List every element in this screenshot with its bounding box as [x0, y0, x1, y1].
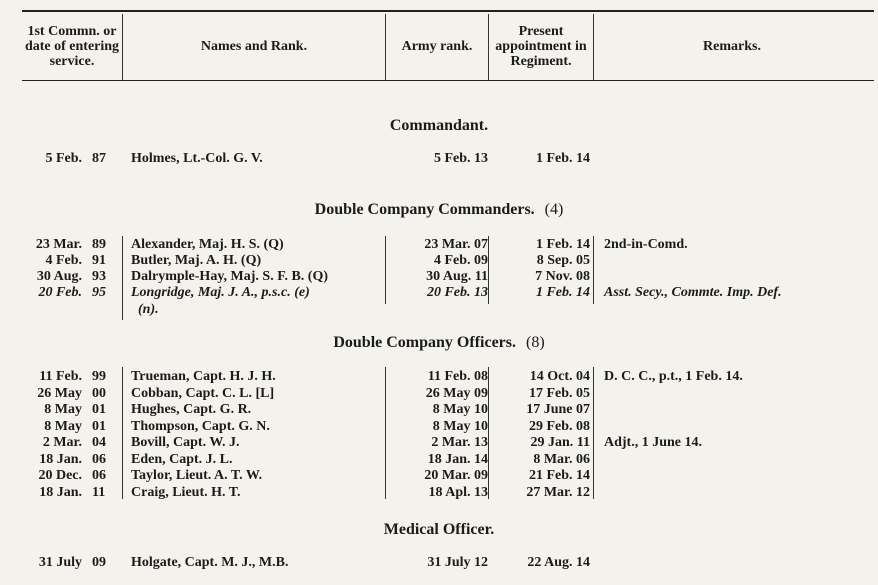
entry-name: Trueman, Capt. H. J. H. — [131, 369, 276, 384]
entry-year: 00 — [92, 385, 106, 401]
section-title-commanders — [0, 201, 878, 219]
entry-appointment: 21 Feb. 14 — [528, 468, 590, 483]
entry-appointment: 22 Aug. 14 — [527, 555, 590, 570]
entry-army-rank: 23 Mar. 07 — [424, 237, 488, 252]
section-title-text: Double Company Commanders. — [314, 201, 535, 218]
header-army-rank: Army rank. — [401, 38, 473, 54]
entry-name: Taylor, Lieut. A. T. W. — [131, 468, 263, 483]
entry-name: Alexander, Maj. H. S. (Q) — [131, 237, 284, 252]
header-remarks: Remarks. — [703, 38, 761, 54]
entry-year: 87 — [92, 151, 106, 166]
continuation-text: (n). — [138, 302, 159, 317]
entry-army-rank: 5 Feb. 13 — [433, 151, 488, 166]
entry-appointment: 29 Jan. 11 — [530, 435, 590, 450]
entry-year: 04 — [92, 435, 106, 450]
table-row — [0, 452, 878, 468]
section-count: (8) — [526, 334, 545, 351]
entry-date: 2 Mar. — [42, 435, 82, 450]
entry-army-rank: 8 May 10 — [432, 418, 488, 434]
header-commission-date: 1st Commn. or date of entering service. — [24, 23, 120, 69]
entry-appointment: 27 Mar. 12 — [526, 484, 590, 500]
table-row — [0, 468, 878, 484]
entry-date: 26 May — [37, 385, 82, 401]
entry-remarks: Adjt., 1 June 14. — [604, 435, 703, 450]
entry-remarks: D. C. C., p.t., 1 Feb. 14. — [604, 369, 743, 384]
table-row — [0, 419, 878, 435]
section-count: (4) — [544, 201, 564, 218]
table-row — [0, 485, 878, 501]
section-title-commandant — [0, 117, 878, 135]
entry-army-rank: 11 Feb. 08 — [427, 369, 488, 384]
entry-name: Butler, Maj. A. H. (Q) — [131, 253, 262, 268]
entry-appointment: 1 Feb. 14 — [535, 237, 590, 252]
table-row — [0, 435, 878, 451]
entry-army-rank: 4 Feb. 09 — [433, 253, 488, 268]
entry-army-rank: 26 May 09 — [425, 385, 488, 401]
entry-appointment: 29 Feb. 08 — [528, 418, 590, 434]
entry-year: 01 — [92, 418, 106, 434]
entry-name: Craig, Lieut. H. T. — [131, 484, 241, 500]
entry-year: 95 — [92, 285, 106, 300]
entry-year: 91 — [92, 253, 106, 268]
header-appointment: Present appointment in Regiment. — [495, 23, 587, 69]
entry-appointment: 1 Feb. 14 — [535, 285, 590, 300]
entry-army-rank: 31 July 12 — [427, 555, 488, 570]
entry-remarks: Asst. Secy., Commte. Imp. Def. — [604, 285, 782, 300]
entry-appointment: 8 Mar. 06 — [533, 451, 590, 467]
entry-army-rank: 18 Apl. 13 — [428, 484, 488, 500]
entry-appointment: 14 Oct. 04 — [529, 369, 590, 384]
entry-date: 20 Dec. — [38, 468, 82, 483]
entry-army-rank: 18 Jan. 14 — [427, 451, 488, 467]
entry-date: 18 Jan. — [39, 451, 82, 467]
entry-name: Hughes, Capt. G. R. — [131, 402, 252, 417]
entry-year: 06 — [92, 451, 106, 467]
entry-year: 09 — [92, 555, 106, 570]
header-names-rank: Names and Rank. — [200, 38, 308, 54]
table-row — [0, 237, 878, 253]
top-rule-thick — [22, 10, 874, 12]
entry-name: Dalrymple-Hay, Maj. S. F. B. (Q) — [131, 269, 329, 284]
entry-army-rank: 2 Mar. 13 — [431, 435, 488, 450]
section-title-text: Commandant. — [389, 117, 489, 134]
entry-year: 11 — [92, 484, 106, 500]
entry-date: 8 May — [44, 402, 82, 417]
entry-remarks: 2nd-in-Comd. — [604, 237, 688, 252]
table-row — [0, 369, 878, 385]
entry-year: 99 — [92, 369, 106, 384]
entry-date: 18 Jan. — [39, 484, 82, 500]
entry-appointment: 8 Sep. 05 — [536, 253, 590, 268]
table-row-medical — [0, 555, 878, 571]
entry-army-rank: 20 Feb. 13 — [426, 285, 488, 300]
section-title-medical — [0, 521, 878, 539]
entry-date: 8 May — [44, 418, 82, 434]
entry-year: 89 — [92, 237, 106, 252]
entry-army-rank: 30 Aug. 11 — [426, 269, 488, 284]
entry-army-rank: 20 Mar. 09 — [424, 468, 488, 483]
entry-date: 30 Aug. — [36, 269, 82, 284]
header-bottom-rule — [22, 80, 874, 81]
table-row — [0, 269, 878, 285]
entry-name: Cobban, Capt. C. L. [L] — [131, 385, 275, 401]
entry-date: 11 Feb. — [39, 369, 82, 384]
entry-date: 31 July — [38, 555, 82, 570]
entry-appointment: 17 June 07 — [526, 402, 590, 417]
table-row — [0, 402, 878, 418]
entry-name: Eden, Capt. J. L. — [131, 451, 233, 467]
entry-army-rank: 8 May 10 — [432, 402, 488, 417]
section-title-text: Medical Officer. — [383, 521, 495, 538]
entry-year: 93 — [92, 269, 106, 284]
entry-name: Bovill, Capt. W. J. — [131, 435, 240, 450]
table-row — [0, 386, 878, 402]
entry-year: 06 — [92, 468, 106, 483]
entry-year: 01 — [92, 402, 106, 417]
entry-date: 4 Feb. — [45, 253, 82, 268]
table-row-commandant — [0, 151, 878, 167]
entry-appointment: 7 Nov. 08 — [535, 269, 590, 284]
table-row — [0, 285, 878, 301]
entry-name: Longridge, Maj. J. A., p.s.c. (e) — [131, 285, 310, 300]
entry-appointment: 1 Feb. 14 — [535, 151, 590, 166]
table-row — [0, 253, 878, 269]
entry-name: Thompson, Capt. G. N. — [131, 418, 270, 434]
entry-name: Holgate, Capt. M. J., M.B. — [131, 555, 289, 570]
entry-name: Holmes, Lt.-Col. G. V. — [131, 151, 263, 166]
entry-date: 20 Feb. — [38, 285, 82, 300]
entry-date: 23 Mar. — [35, 237, 82, 252]
entry-appointment: 17 Feb. 05 — [528, 385, 590, 401]
section-title-officers — [0, 334, 878, 352]
entry-date: 5 Feb. — [45, 151, 82, 166]
section-title-text: Double Company Officers. — [333, 334, 516, 351]
